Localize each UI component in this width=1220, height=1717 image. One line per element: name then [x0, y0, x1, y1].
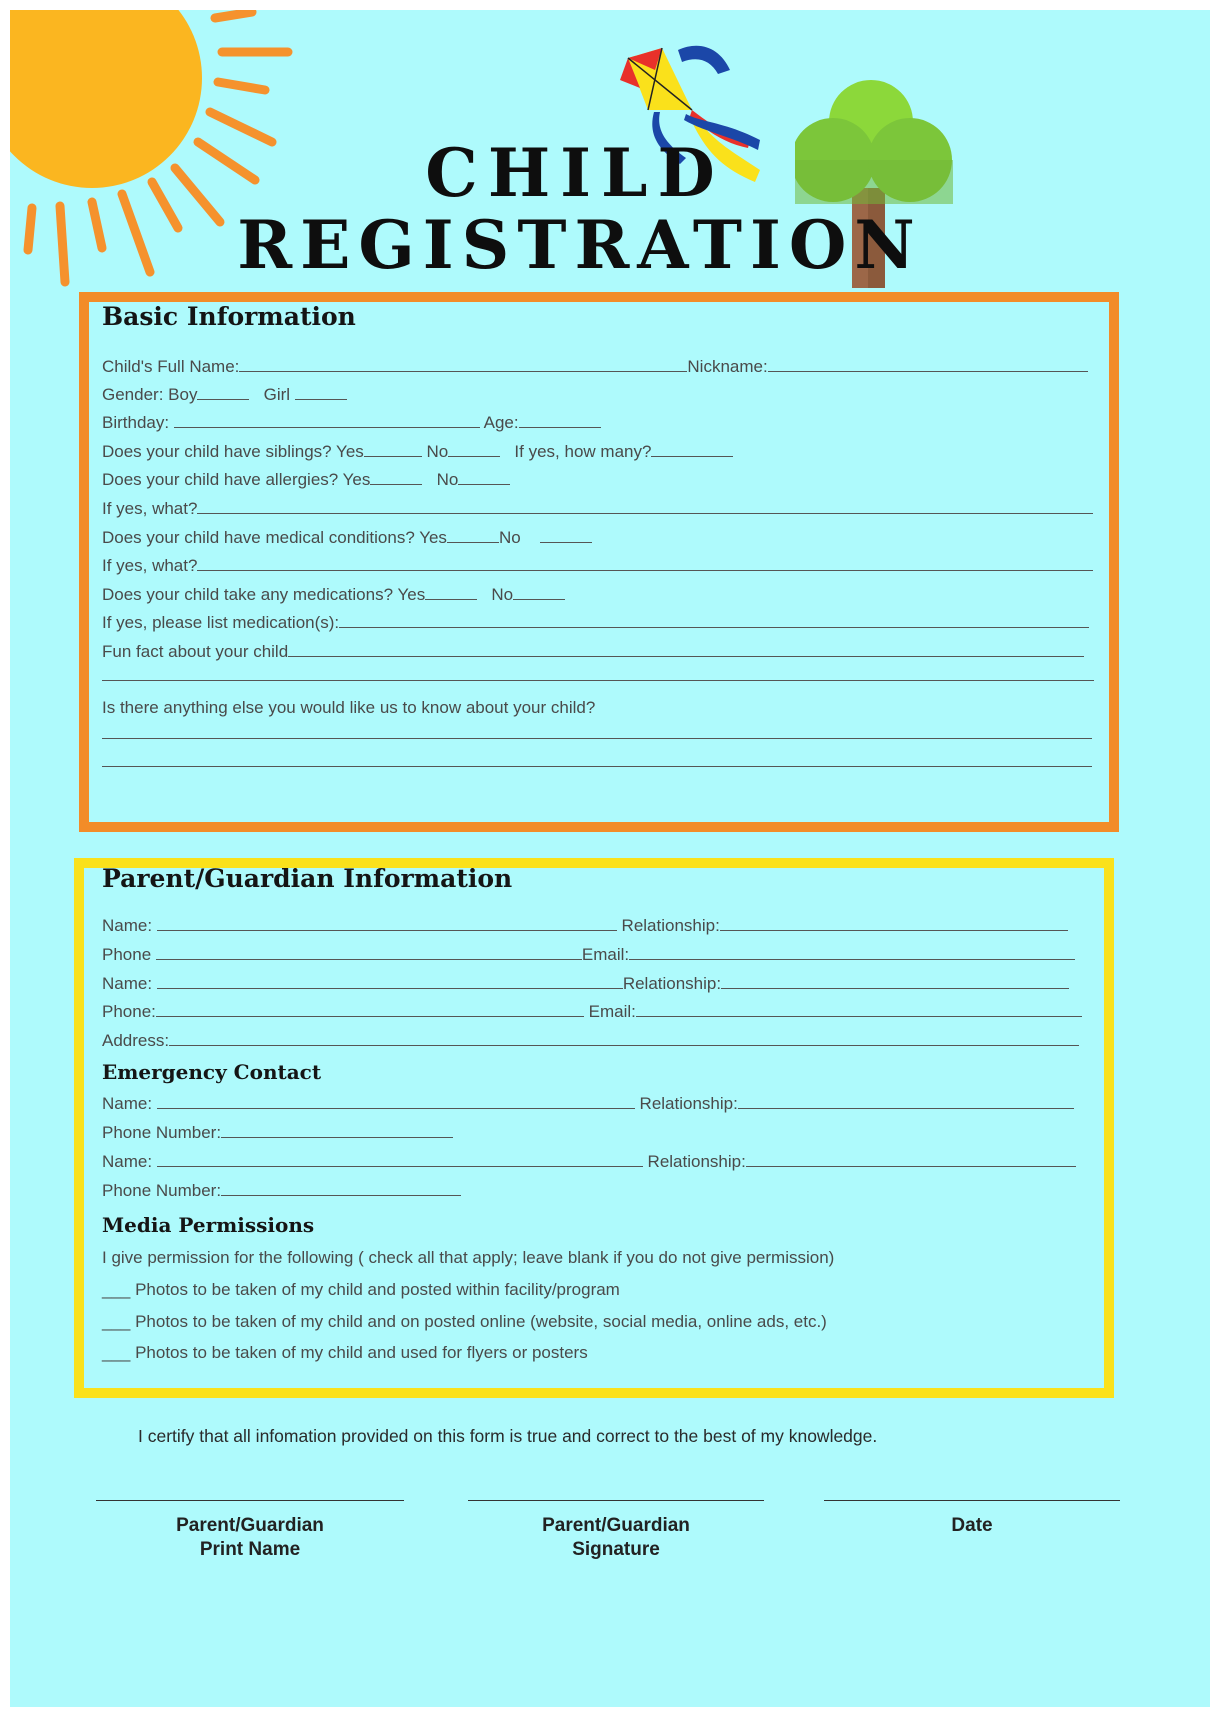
- age-label: Age:: [483, 413, 519, 432]
- page-title-line-1: CHILD: [425, 134, 725, 212]
- emergency-2-relationship-field[interactable]: [746, 1149, 1076, 1167]
- guardian-2-name-field[interactable]: [157, 971, 623, 989]
- address-row: [102, 1028, 1079, 1052]
- guardian-1-name-row: [102, 913, 1068, 937]
- gender-boy-label: Gender: Boy: [102, 385, 198, 404]
- medications-yes-field[interactable]: [425, 582, 477, 600]
- list-medications-field[interactable]: [339, 610, 1089, 628]
- gender-girl-field[interactable]: [295, 382, 347, 400]
- allergies-what-field[interactable]: [197, 496, 1093, 514]
- signature-line[interactable]: [468, 1500, 764, 1501]
- anything-else-row: [102, 696, 595, 720]
- medications-no-label: No: [491, 585, 514, 604]
- emergency-1-phone-field[interactable]: [221, 1120, 453, 1138]
- signature-label-line-2: Signature: [572, 1539, 660, 1560]
- page-title-line-2: REGISTRATION: [237, 206, 923, 284]
- emergency-2-relationship-label: Relationship:: [647, 1152, 746, 1171]
- child-full-name-label: Child's Full Name:: [102, 357, 240, 376]
- allergies-yes-field[interactable]: [370, 467, 422, 485]
- allergies-label: Does your child have allergies? Yes: [102, 470, 371, 489]
- guardian-2-name-label: Name:: [102, 974, 153, 993]
- age-field[interactable]: [519, 410, 601, 428]
- birthday-field[interactable]: [174, 410, 480, 428]
- print-name-label-line-1: Parent/Guardian: [176, 1515, 324, 1536]
- gender-row: [102, 382, 347, 406]
- guardian-2-email-field[interactable]: [636, 999, 1082, 1017]
- gender-boy-field[interactable]: [197, 382, 249, 400]
- emergency-2-name-field[interactable]: [157, 1149, 643, 1167]
- emergency-contact-heading: Emergency Contact: [102, 1060, 322, 1084]
- address-label: Address:: [102, 1031, 170, 1050]
- medical-yes-field[interactable]: [447, 525, 499, 543]
- emergency-1-relationship-label: Relationship:: [639, 1094, 738, 1113]
- guardian-1-phone-field[interactable]: [156, 942, 582, 960]
- list-medications-row: [102, 610, 1089, 634]
- how-many-field[interactable]: [651, 439, 733, 457]
- medical-what-row: [102, 553, 1093, 577]
- guardian-2-relationship-field[interactable]: [721, 971, 1069, 989]
- print-name-label-line-2: Print Name: [199, 1539, 301, 1560]
- medications-label: Does your child take any medications? Yes: [102, 585, 426, 604]
- allergies-what-row: [102, 496, 1093, 520]
- date-label: Date: [951, 1515, 993, 1536]
- nickname-label: Nickname:: [687, 357, 768, 376]
- emergency-1-relationship-field[interactable]: [738, 1091, 1074, 1109]
- list-medications-label: If yes, please list medication(s):: [102, 613, 340, 632]
- siblings-label: Does your child have siblings? Yes: [102, 442, 364, 461]
- child-full-name-row: [102, 354, 1088, 378]
- emergency-1-phone-label: Phone Number:: [102, 1123, 222, 1142]
- date-line[interactable]: [824, 1500, 1120, 1501]
- medications-row: [102, 582, 565, 606]
- emergency-1-name-label: Name:: [102, 1094, 153, 1113]
- medications-no-field[interactable]: [513, 582, 565, 600]
- medical-no-label: No: [498, 528, 521, 547]
- allergies-no-label: No: [436, 470, 459, 489]
- how-many-label: If yes, how many?: [514, 442, 652, 461]
- registration-form-page: [10, 10, 1210, 1707]
- print-name-line[interactable]: [96, 1500, 404, 1501]
- gender-girl-label: Girl: [263, 385, 291, 404]
- fun-fact-extra-line[interactable]: [102, 680, 1094, 681]
- birthday-label: Birthday:: [102, 413, 170, 432]
- fun-fact-field[interactable]: [288, 639, 1084, 657]
- guardian-1-phone-label: Phone: [102, 945, 152, 964]
- medical-row: [102, 525, 592, 549]
- signature-label: [468, 1514, 764, 1562]
- media-permission-item-flyers[interactable]: ___ Photos to be taken of my child and used for flyers or posters: [102, 1343, 588, 1362]
- emergency-2-phone-field[interactable]: [221, 1178, 461, 1196]
- emergency-1-phone-row: [102, 1120, 453, 1144]
- address-field[interactable]: [169, 1028, 1079, 1046]
- media-permission-item-facility[interactable]: ___ Photos to be taken of my child and posted within facility/program: [102, 1280, 620, 1299]
- certification-statement: I certify that all infomation provided on this form is true and correct to the best of my knowledge.: [138, 1426, 878, 1446]
- guardian-1-name-label: Name:: [102, 916, 153, 935]
- media-permission-item-online[interactable]: ___ Photos to be taken of my child and on posted online (website, social media, online ads, etc.): [102, 1312, 827, 1331]
- guardian-1-email-label: Email:: [581, 945, 630, 964]
- medical-what-field[interactable]: [197, 553, 1093, 571]
- fun-fact-row: [102, 639, 1084, 663]
- siblings-row: [102, 439, 733, 463]
- guardian-1-phone-row: [102, 942, 1075, 966]
- parent-guardian-heading: Parent/Guardian Information: [102, 864, 513, 893]
- guardian-1-name-field[interactable]: [157, 913, 617, 931]
- anything-else-label: Is there anything else you would like us to know about your child?: [102, 698, 596, 717]
- print-name-label: [96, 1514, 404, 1562]
- emergency-2-phone-label: Phone Number:: [102, 1181, 222, 1200]
- guardian-2-phone-field[interactable]: [156, 999, 584, 1017]
- anything-else-line-2[interactable]: [102, 766, 1092, 767]
- guardian-2-relationship-label: Relationship:: [622, 974, 722, 993]
- nickname-field[interactable]: [768, 354, 1088, 372]
- allergies-what-label: If yes, what?: [102, 499, 198, 518]
- guardian-2-name-row: [102, 971, 1069, 995]
- allergies-no-field[interactable]: [458, 467, 510, 485]
- medical-label: Does your child have medical conditions? Yes: [102, 528, 447, 547]
- emergency-2-name-label: Name:: [102, 1152, 153, 1171]
- media-intro: I give permission for the following ( check all that apply; leave blank if you do not give permission): [102, 1248, 835, 1267]
- signature-label-line-1: Parent/Guardian: [542, 1515, 690, 1536]
- allergies-row: [102, 467, 510, 491]
- guardian-1-relationship-field[interactable]: [720, 913, 1068, 931]
- guardian-2-email-label: Email:: [588, 1002, 636, 1021]
- siblings-yes-field[interactable]: [364, 439, 422, 457]
- emergency-2-name-row: [102, 1149, 1076, 1173]
- emergency-1-name-row: [102, 1091, 1074, 1115]
- emergency-1-name-field[interactable]: [157, 1091, 635, 1109]
- siblings-no-label: No: [426, 442, 449, 461]
- child-full-name-field[interactable]: [239, 354, 687, 372]
- guardian-1-email-field[interactable]: [629, 942, 1075, 960]
- guardian-2-phone-row: [102, 999, 1082, 1023]
- medical-what-label: If yes, what?: [102, 556, 198, 575]
- birthday-row: [102, 410, 601, 434]
- basic-information-heading: Basic Information: [102, 302, 356, 331]
- fun-fact-label: Fun fact about your child: [102, 642, 289, 661]
- emergency-2-phone-row: [102, 1178, 461, 1202]
- guardian-2-phone-label: Phone:: [102, 1002, 156, 1021]
- guardian-1-relationship-label: Relationship:: [621, 916, 720, 935]
- siblings-no-field[interactable]: [448, 439, 500, 457]
- anything-else-line-1[interactable]: [102, 738, 1092, 739]
- media-permissions-heading: Media Permissions: [102, 1213, 315, 1237]
- medical-no-field[interactable]: [540, 525, 592, 543]
